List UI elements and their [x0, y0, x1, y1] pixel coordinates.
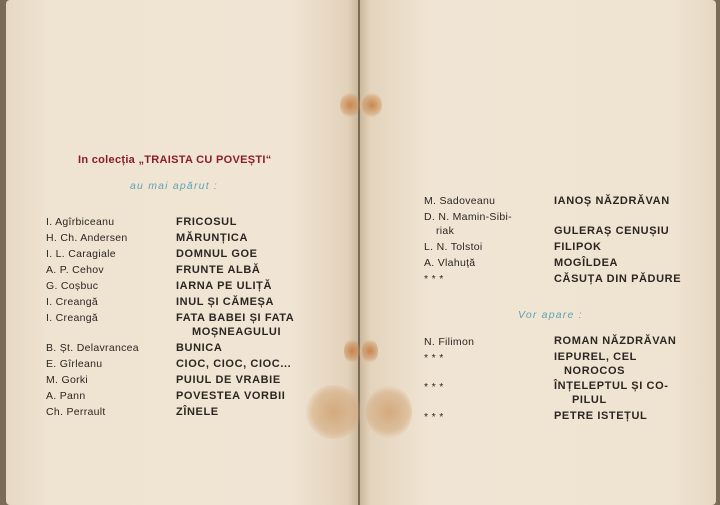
stain	[344, 338, 360, 364]
book-author: I. Creangă	[46, 312, 99, 324]
collection-heading: In colecția „TRAISTA CU POVEȘTI“	[78, 154, 272, 166]
book-title: ZÎNELE	[176, 406, 219, 418]
book-author: I. Creangă	[46, 296, 99, 308]
book-author: E. Gîrleanu	[46, 358, 103, 370]
book-title-continued: MOȘNEAGULUI	[192, 326, 282, 338]
book-author: M. Sadoveanu	[424, 195, 496, 207]
book-title: CĂSUȚA DIN PĂDURE	[554, 273, 682, 285]
book-author: A. Vlahuță	[424, 257, 476, 269]
right-page	[360, 0, 716, 505]
book-title: IARNA PE ULIȚĂ	[176, 280, 272, 292]
book-author: I. Agîrbiceanu	[46, 216, 115, 228]
book-author: H. Ch. Andersen	[46, 232, 128, 244]
book-title-continued: NOROCOS	[564, 365, 626, 377]
stain	[306, 385, 362, 439]
book-title: INUL ȘI CĂMEȘA	[176, 296, 275, 308]
book-author: A. P. Cehov	[46, 264, 104, 276]
book-title: PUIUL DE VRABIE	[176, 374, 281, 386]
book-author: * * *	[424, 273, 444, 285]
upcoming-heading: Vor apare :	[518, 309, 583, 321]
stain	[340, 92, 360, 118]
book-author: Ch. Perrault	[46, 406, 106, 418]
book-title: BUNICA	[176, 342, 223, 354]
book-title-continued: PILUL	[572, 394, 607, 406]
book-title: MOGÎLDEA	[554, 257, 619, 269]
left-page	[6, 0, 358, 505]
book-author: G. Coșbuc	[46, 280, 99, 292]
book-author: * * *	[424, 381, 444, 393]
book-title: FRUNTE ALBĂ	[176, 264, 261, 276]
book-title: MĂRUNȚICA	[176, 232, 249, 244]
book-author: * * *	[424, 352, 444, 364]
book-title: ÎNȚELEPTUL ȘI CO-	[554, 380, 669, 392]
book-author-continued: riak	[436, 225, 455, 237]
stain	[362, 338, 378, 364]
book-author: M. Gorki	[46, 374, 89, 386]
book-title: FILIPOK	[554, 241, 602, 253]
book-title: IEPUREL, CEL	[554, 351, 637, 363]
book-title: GULERAȘ CENUȘIU	[554, 225, 670, 237]
published-subheading: au mai apărut :	[130, 180, 219, 192]
book-title: CIOC, CIOC, CIOC...	[176, 358, 292, 370]
book-author: L. N. Tolstoi	[424, 241, 483, 253]
book-title: DOMNUL GOE	[176, 248, 258, 260]
book-author: N. Filimon	[424, 336, 475, 348]
stain	[366, 385, 412, 439]
book-title: FATA BABEI ȘI FATA	[176, 312, 295, 324]
book-title: IANOȘ NĂZDRĂVAN	[554, 195, 670, 207]
book-title: ROMAN NĂZDRĂVAN	[554, 335, 677, 347]
book-title: POVESTEA VORBII	[176, 390, 286, 402]
book-author: I. L. Caragiale	[46, 248, 116, 260]
book-title: PETRE ISTEȚUL	[554, 410, 648, 422]
book-author: A. Pann	[46, 390, 86, 402]
book-author: D. N. Mamin-Sibi-	[424, 211, 512, 223]
stain	[362, 92, 382, 118]
book-author: B. Șt. Delavrancea	[46, 342, 139, 354]
book-title: FRICOSUL	[176, 216, 238, 228]
book-author: * * *	[424, 411, 444, 423]
